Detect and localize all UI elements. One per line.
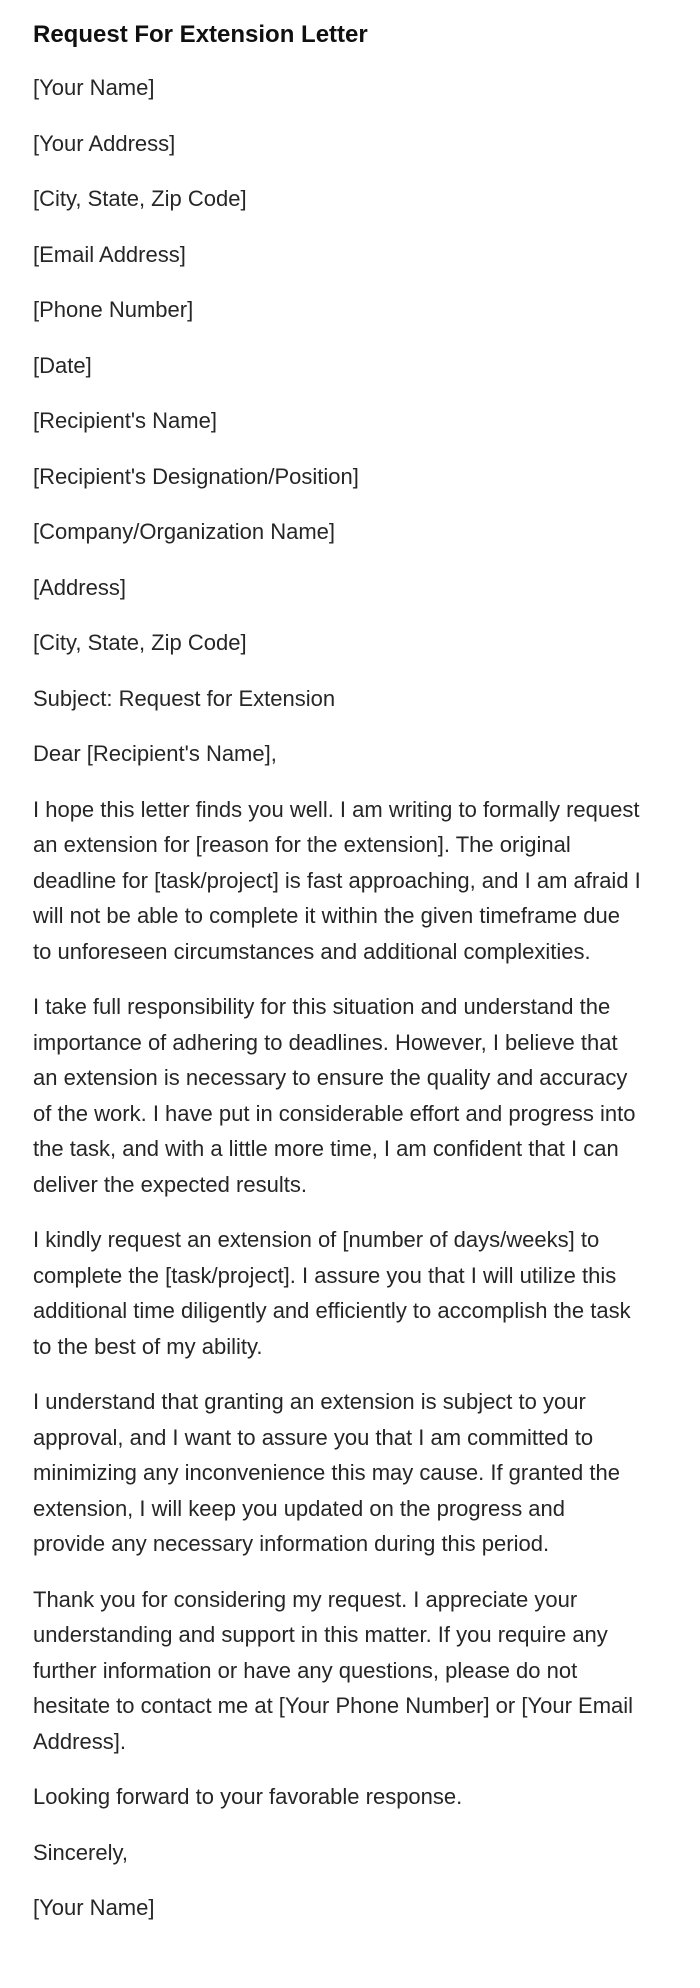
sender-name-line: [Your Name] bbox=[33, 75, 155, 100]
sender-phone-line: [Phone Number] bbox=[33, 297, 194, 322]
date-line: [Date] bbox=[33, 352, 92, 378]
body-paragraph-duration: I kindly request an extension of [number of days/weeks] to complete the [task/project]. I assure you that I will utilize this additional time diligently and efficiently to accomplish the task to the best of my ability. bbox=[33, 1227, 631, 1359]
signoff-line: Sincerely, bbox=[33, 1839, 128, 1865]
sender-city-line: [City, State, Zip Code] bbox=[33, 186, 247, 211]
body-paragraph-responsibility: I take full responsibility for this situation and understand the importance of adhering to deadlines. However, I believe that an extension is necessary to ensure the quality and accuracy of the work. I have put in considerable effort and progress into the task, and with a little more time, I am confident that I can deliver the expected results. bbox=[33, 994, 636, 1197]
body-paragraph-thanks: Thank you for considering my request. I appreciate your understanding and support in this matter. If you require any further information or have any questions, please do not hesitate to contact me at [Your Phone Number] or [Your Email Address]. bbox=[33, 1586, 634, 1754]
sender-email-line: [Email Address] bbox=[33, 241, 186, 267]
body-paragraph-request: I hope this letter finds you well. I am writing to formally request an extension for [reason for the extension]. The original deadline for [task/project] is fast approaching, and I am afraid I will not be able to complete it within the given timeframe due to unforeseen circumstances and additional complexities. bbox=[33, 796, 641, 964]
body-paragraph-approval: I understand that granting an extension is subject to your approval, and I want to assure you that I am committed to minimizing any inconvenience this may cause. If granted the extension, I will keep you updated on the progress and provide any necessary information during this period. bbox=[33, 1389, 620, 1556]
closing-line: Looking forward to your favorable response. bbox=[33, 1784, 463, 1809]
recipient-city-line: [City, State, Zip Code] bbox=[33, 630, 247, 655]
recipient-name-line: [Recipient's Name] bbox=[33, 408, 217, 433]
recipient-company-line: [Company/Organization Name] bbox=[33, 519, 336, 544]
recipient-address-line: [Address] bbox=[33, 574, 126, 600]
recipient-designation-line: [Recipient's Designation/Position] bbox=[33, 463, 359, 489]
signature-line: [Your Name] bbox=[33, 1895, 155, 1920]
sender-address-line: [Your Address] bbox=[33, 130, 176, 156]
salutation-line: Dear [Recipient's Name], bbox=[33, 741, 277, 766]
subject-line: Subject: Request for Extension bbox=[33, 685, 336, 711]
page-title: Request For Extension Letter bbox=[33, 21, 368, 48]
